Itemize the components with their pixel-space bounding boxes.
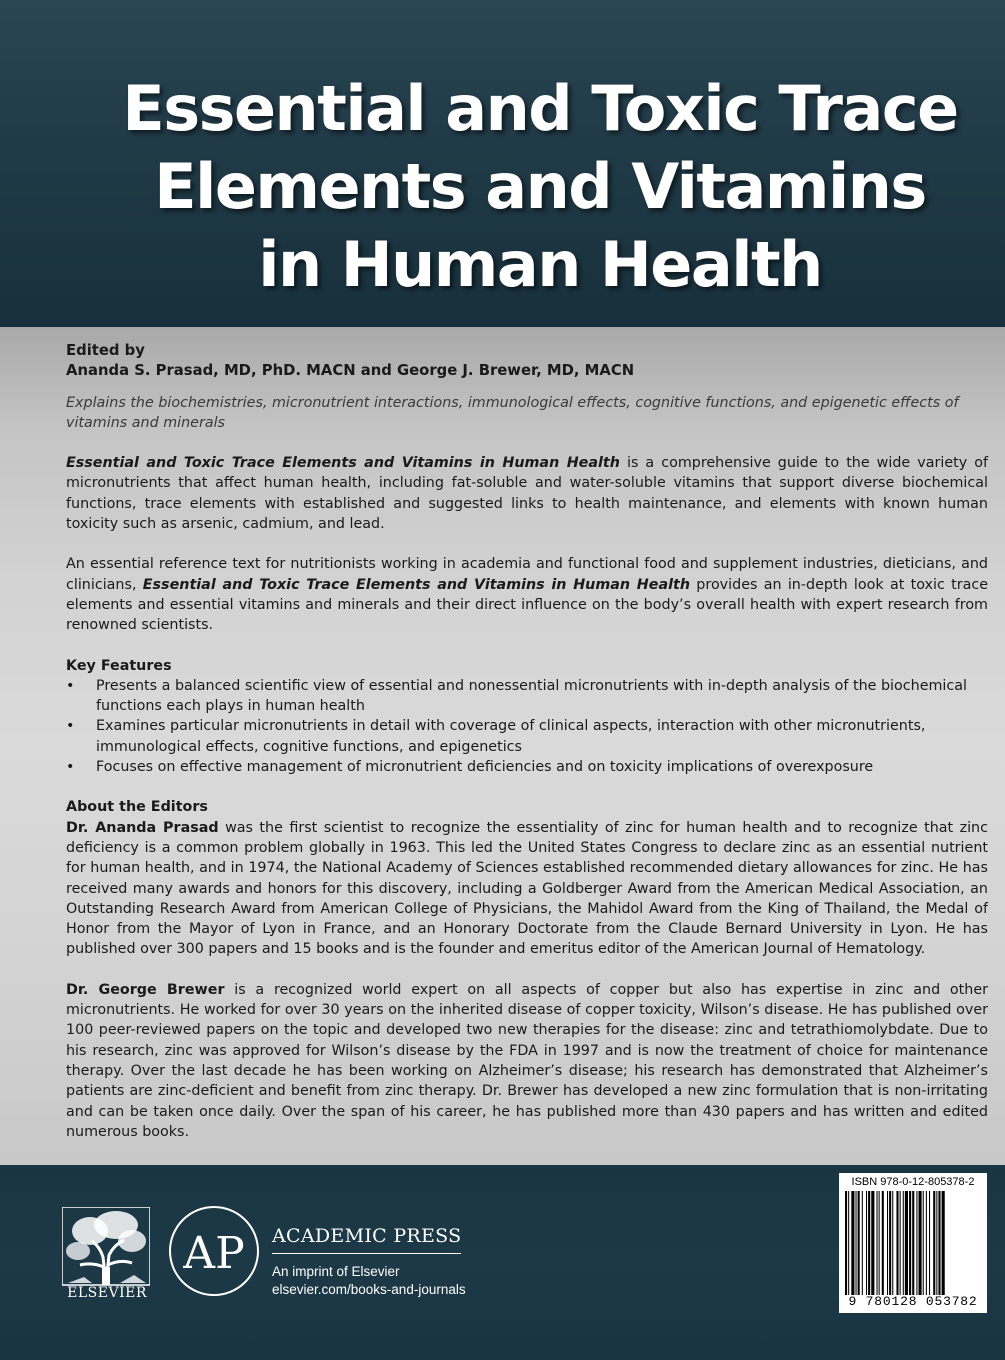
elsevier-wordmark: ELSEVIER xyxy=(67,1285,147,1301)
prasad-bio-text: was the first scientist to recognize the essentiality of zinc for human health and to recognize that zinc deficiency is a common problem globally in 1963. This led the United States Congress to declare zinc as an essential nutrient for human health, and in 1974, the National Academy of Sciences established recommended dietary allowances for zinc. He has received many awards and honors for this discovery, including a Goldberger Award from the American Medical Association, an Outstanding Research Award from American College of Physicians, the Mahidol Award from the King of Thailand, the Medal of Honor from the Mayor of Lyon in France, and an Honorary Doctorate from the Claude Bernard University in Lyon. He has published over 300 papers and 15 books and is the founder and emeritus editor of the American Journal of Hematology. xyxy=(66,819,988,958)
description-paragraph-2-text: provides an in-depth look at toxic trace elements and essential vitamins and minerals and their direct influence on the body’s overall health with expert research from renowned scientists. xyxy=(66,576,988,634)
barcode-icon xyxy=(843,1191,983,1295)
cover-text-panel xyxy=(0,327,1005,1165)
publisher-url: elsevier.com/books-and-journals xyxy=(272,1282,466,1297)
prasad-name: Dr. Ananda Prasad xyxy=(66,819,219,836)
tagline: Explains the biochemistries, micronutrient interactions, immunological effects, cognitive functions, and epigenetic effects of vitamins and minerals xyxy=(66,394,959,431)
description-book-title-2: Essential and Toxic Trace Elements and Vitamins in Human Health xyxy=(142,576,691,593)
cover-text-content xyxy=(66,341,988,1142)
list-item xyxy=(66,676,988,717)
list-item xyxy=(66,716,988,757)
brewer-name: Dr. George Brewer xyxy=(66,981,225,998)
about-editors-heading: About the Editors xyxy=(66,799,208,816)
ap-monogram-icon xyxy=(168,1205,260,1297)
description-paragraph-1 xyxy=(66,453,988,534)
bullet-icon: • xyxy=(66,759,75,776)
title-line-3: in Human Health xyxy=(258,228,822,301)
description-book-title: Essential and Toxic Trace Elements and Vitamins in Human Health xyxy=(66,455,620,472)
academic-press-block xyxy=(272,1225,466,1297)
imprint-line: An imprint of Elsevier xyxy=(272,1264,400,1279)
title-line-2: Elements and Vitamins xyxy=(154,150,926,223)
edited-by-label: Edited by xyxy=(66,342,145,359)
title-line-1: Essential and Toxic Trace xyxy=(122,72,958,145)
description-paragraph-2 xyxy=(66,554,988,635)
key-features-list xyxy=(66,676,988,777)
prasad-bio xyxy=(66,818,988,960)
list-item xyxy=(66,757,988,777)
key-features-heading: Key Features xyxy=(66,657,172,674)
bullet-icon: • xyxy=(66,677,75,694)
cover-top-band xyxy=(0,0,1005,327)
description-paragraph-2-start: An essential reference text for nutritionists working in academia and functional food and supplement industries, dieticians, and clinicians, xyxy=(66,556,988,593)
description-paragraph-1-text: is a comprehensive guide to the wide variety of micronutrients that affect human health, including fat-soluble and water-soluble vitamins that support diverse biochemical functions, trace elements with established and suggested links to health maintenance, and elements with known human toxicity such as arsenic, cadmium, and lead. xyxy=(66,455,988,533)
academic-press-name: ACADEMIC PRESS xyxy=(272,1225,461,1254)
barcode-number: 9 780128 053782 xyxy=(848,1294,978,1309)
brewer-bio-text: is a recognized world expert on all aspects of copper but also has expertise in zinc and other micronutrients. He worked for over 30 years on the inherited disease of copper toxicity, Wilson’s disease. He has published over 100 peer-reviewed papers on the topic and developed two new therapies for the disease: zinc and tetrathiomolybdate. Due to his research, zinc was approved for Wilson’s disease by the FDA in 1997 and is now the treatment of choice for maintenance therapy. Over the last decade he has been working on Alzheimer’s disease; his research has demonstrated that Alzheimer’s patients are zinc-deficient and benefit from zinc therapy. Dr. Brewer has developed a new zinc formulation that is non-irritating and can be taken once daily. Over the span of his career, he has published more than 430 papers and has written and edited numerous books. xyxy=(66,981,988,1140)
cover-bottom-band xyxy=(0,1165,1005,1360)
feature-text: Focuses on effective management of micronutrient deficiencies and on toxicity implications of overexposure xyxy=(96,759,874,776)
barcode-box xyxy=(839,1173,987,1313)
feature-text: Examines particular micronutrients in detail with coverage of clinical aspects, interaction with other micronutrients, immunological effects, cognitive functions, and epigenetics xyxy=(96,718,926,755)
bullet-icon: • xyxy=(66,718,75,735)
ap-monogram-letters: AP xyxy=(183,1228,245,1279)
editor-names: Ananda S. Prasad, MD, PhD. MACN and George J. Brewer, MD, MACN xyxy=(66,362,635,380)
book-title xyxy=(60,70,1005,304)
brewer-bio xyxy=(66,980,988,1142)
isbn-label: ISBN 978-0-12-805378-2 xyxy=(851,1176,975,1188)
feature-text: Presents a balanced scientific view of essential and nonessential micronutrients with in-depth analysis of the biochemical functions each plays in human health xyxy=(96,677,967,715)
